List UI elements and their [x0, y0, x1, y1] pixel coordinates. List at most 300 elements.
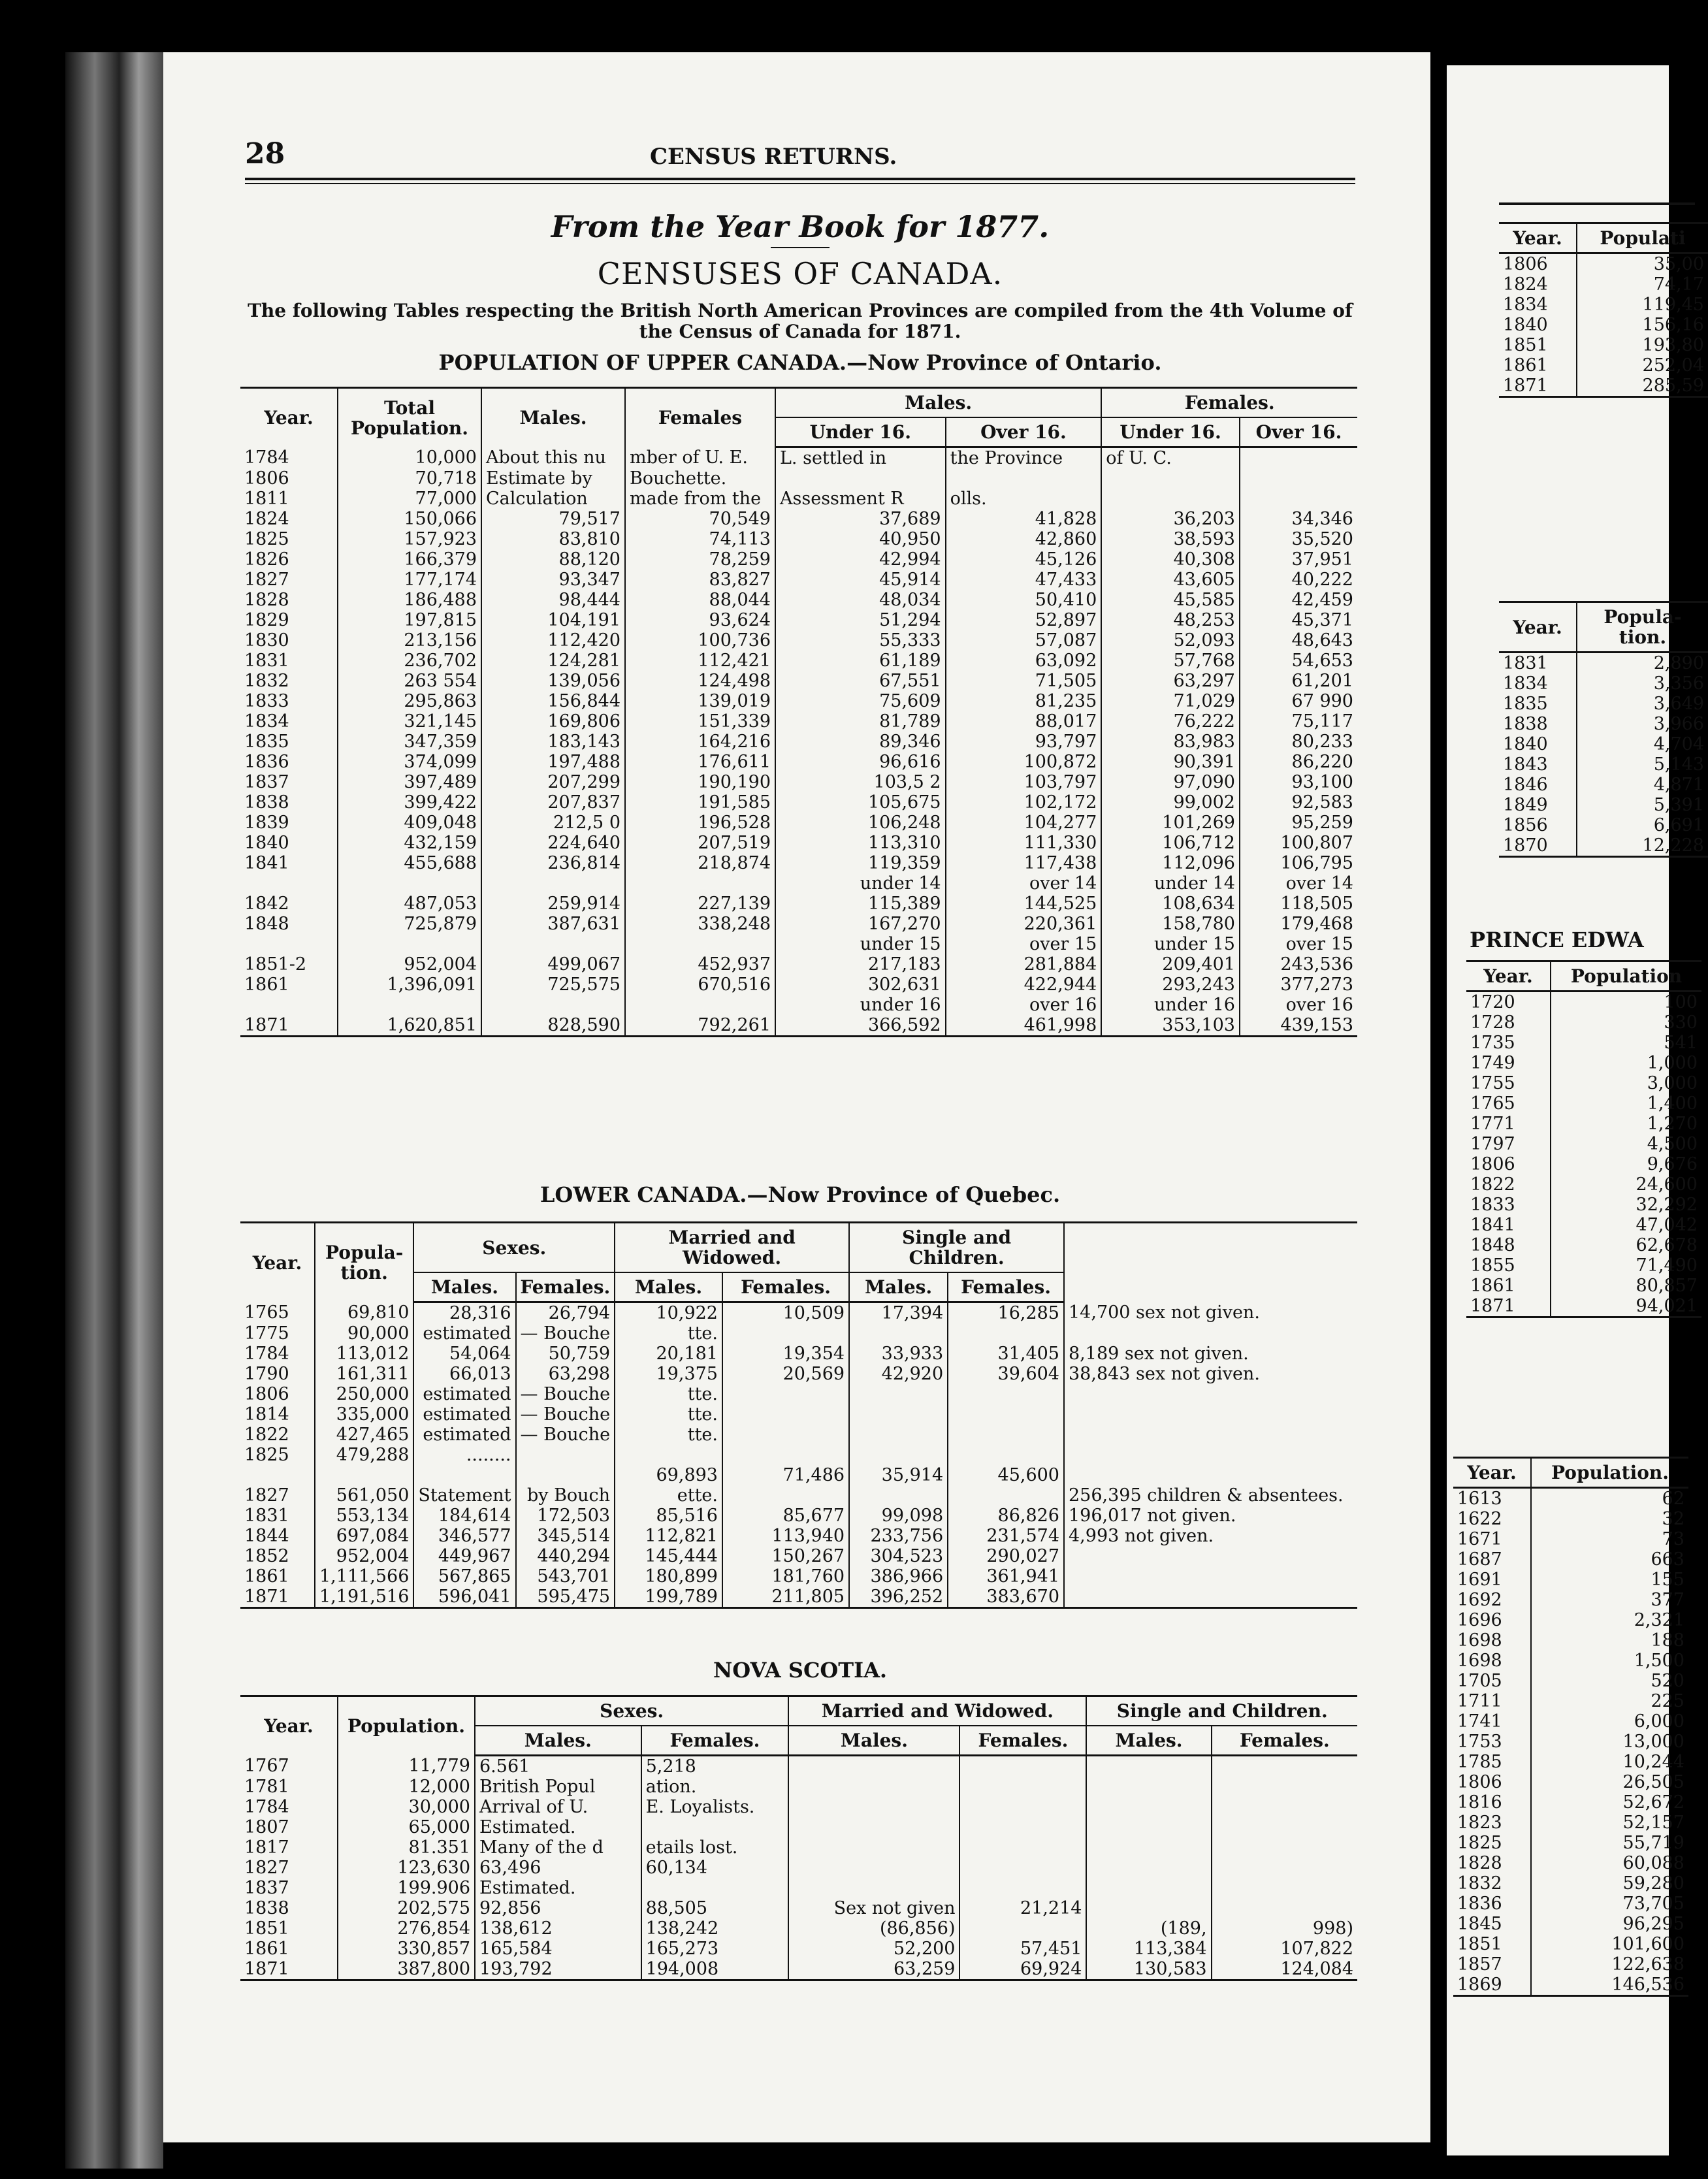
table-row — [1453, 1488, 1688, 1509]
table-row — [1499, 714, 1708, 734]
table-cell: 184,614 — [413, 1506, 515, 1526]
table-cell: 499,067 — [481, 954, 625, 975]
table-row — [1499, 335, 1708, 355]
col-single-females: Females. — [948, 1272, 1064, 1302]
table-cell: (189, — [1086, 1918, 1211, 1939]
col-year: Year. — [240, 1223, 315, 1302]
table-cell: 113,384 — [1086, 1939, 1211, 1959]
table-row — [240, 529, 1357, 549]
table-cell: 1861 — [244, 1939, 289, 1959]
table-cell — [1086, 1837, 1211, 1858]
table-cell: 45,126 — [946, 549, 1102, 570]
table-cell: 281,884 — [946, 954, 1102, 975]
table-cell: 80,233 — [1240, 732, 1357, 752]
table-row — [1499, 653, 1708, 674]
table-cell: 151,339 — [625, 711, 775, 732]
table-cell: 74,113 — [625, 529, 775, 549]
table-cell: 207,519 — [625, 833, 775, 853]
table-cell: 122,638 — [1531, 1954, 1688, 1975]
table-row — [1499, 694, 1708, 714]
table-cell: 520 — [1531, 1671, 1688, 1691]
table-cell: estimated — [413, 1323, 515, 1344]
table-cell: 17,394 — [849, 1302, 948, 1324]
table-cell: 40,308 — [1101, 549, 1240, 570]
table-cell: 165,584 — [475, 1939, 641, 1959]
table-cell: 595,475 — [516, 1587, 615, 1608]
table-cell: 194,008 — [641, 1959, 789, 1980]
table-cell: 1806 — [244, 468, 289, 489]
table-cell: 1825 — [1457, 1833, 1502, 1853]
table-row — [240, 1837, 1357, 1858]
table-cell: 47,042 — [1551, 1215, 1701, 1235]
table-cell: 196,528 — [625, 813, 775, 833]
table-cell: 124,498 — [625, 671, 775, 691]
table-row — [1466, 1195, 1701, 1215]
table-cell — [849, 1445, 948, 1465]
table-cell: 1828 — [244, 590, 289, 610]
table-cell: 1852 — [244, 1546, 289, 1566]
table-cell: over 15 — [1240, 934, 1357, 954]
table-row — [240, 995, 1357, 1015]
table-cell: 88,120 — [481, 549, 625, 570]
main-title: CENSUSES OF CANADA. — [597, 256, 1003, 291]
table-row — [240, 1364, 1357, 1384]
table-cell: 80,857 — [1551, 1276, 1701, 1296]
table-row — [240, 711, 1357, 732]
table-row — [240, 1323, 1357, 1344]
table-cell: 252,04 — [1577, 355, 1708, 376]
table-cell: 67,551 — [775, 671, 946, 691]
table-cell: 1824 — [244, 509, 289, 529]
table-cell: 1735 — [1470, 1033, 1515, 1053]
table-cell — [722, 1445, 849, 1465]
table-cell: 52,897 — [946, 610, 1102, 630]
table-cell: 1848 — [244, 914, 289, 934]
col-married-males: Males. — [615, 1272, 722, 1302]
table-row — [240, 671, 1357, 691]
table-cell: 3,966 — [1577, 714, 1708, 734]
table-cell: 21,214 — [959, 1898, 1086, 1918]
table-cell: 12,228 — [1577, 835, 1708, 857]
table-cell: 231,574 — [948, 1526, 1064, 1546]
table-cell — [1064, 1425, 1357, 1445]
table-cell: 52,157 — [1531, 1813, 1688, 1833]
table-cell: 73,705 — [1531, 1894, 1688, 1914]
table-cell: — Bouche — [516, 1323, 615, 1344]
table-row — [240, 873, 1357, 894]
table-cell: 138,242 — [641, 1918, 789, 1939]
table-cell — [315, 1465, 413, 1485]
table-row — [240, 549, 1357, 570]
book-spine — [65, 52, 163, 2169]
table-cell: made from the — [625, 489, 775, 509]
table-cell — [1086, 1878, 1211, 1898]
table-cell: (86,856) — [788, 1918, 959, 1939]
table-cell — [1240, 468, 1357, 489]
table-cell — [722, 1425, 849, 1445]
table-row — [1453, 1651, 1688, 1671]
table-row — [1499, 376, 1708, 397]
table-cell: 37,689 — [775, 509, 946, 529]
table-cell — [948, 1404, 1064, 1425]
table-cell: estimated — [413, 1404, 515, 1425]
table-cell: 138,612 — [475, 1918, 641, 1939]
table-cell — [625, 873, 775, 894]
table-cell: 43,605 — [1101, 570, 1240, 590]
table-cell: 186,488 — [338, 590, 481, 610]
table-cell: under 14 — [775, 873, 946, 894]
table-cell: 118,505 — [1240, 894, 1357, 914]
table-row — [1499, 754, 1708, 775]
table-row — [240, 752, 1357, 772]
table-cell: 213,156 — [338, 630, 481, 651]
table-cell: 81,235 — [946, 691, 1102, 711]
table-cell — [1086, 1858, 1211, 1878]
table-cell: the Province — [946, 447, 1102, 469]
table-cell — [946, 468, 1102, 489]
table-cell: 96,295 — [1531, 1914, 1688, 1934]
head-rule-thin — [245, 183, 1355, 184]
table-cell: 26,505 — [1531, 1772, 1688, 1792]
table-cell: 1784 — [244, 1344, 289, 1364]
title-divider — [771, 247, 830, 248]
table-row — [1499, 253, 1708, 275]
table-cell: 19,354 — [722, 1344, 849, 1364]
table-cell: 1827 — [244, 1485, 289, 1506]
table-row — [240, 1898, 1357, 1918]
table-cell — [1086, 1756, 1211, 1777]
table-cell: 107,822 — [1212, 1939, 1357, 1959]
table-cell: 35,00 — [1577, 253, 1708, 275]
table-cell: 83,827 — [625, 570, 775, 590]
table-cell: 16,285 — [948, 1302, 1064, 1324]
table-cell: 63,297 — [1101, 671, 1240, 691]
table-cell: 1822 — [1470, 1174, 1515, 1195]
group-males: Males. — [775, 388, 1101, 418]
table-cell: 1845 — [1457, 1914, 1502, 1934]
table-cell: 1767 — [244, 1755, 289, 1776]
table-cell: 78,259 — [625, 549, 775, 570]
table-cell: 1834 — [1503, 295, 1548, 315]
table-cell: 157,923 — [338, 529, 481, 549]
col-sexes-males: Males. — [413, 1272, 515, 1302]
table-cell: olls. — [946, 489, 1102, 509]
table-cell: 197,815 — [338, 610, 481, 630]
table-cell: 104,277 — [946, 813, 1102, 833]
table-cell: 103,797 — [946, 772, 1102, 792]
col-population: Population — [1551, 961, 1701, 992]
table-cell: — Bouche — [516, 1404, 615, 1425]
table-cell — [959, 1777, 1086, 1797]
table-cell: 57,451 — [959, 1939, 1086, 1959]
table-cell: 75,117 — [1240, 711, 1357, 732]
table-row — [240, 489, 1357, 509]
table-row — [1466, 1053, 1701, 1073]
table-cell — [1212, 1756, 1357, 1777]
table-cell: 1622 — [1457, 1509, 1502, 1529]
table-cell: 54,064 — [413, 1344, 515, 1364]
table-cell: 81,789 — [775, 711, 946, 732]
table-cell: 5,391 — [1577, 795, 1708, 815]
table-cell: 1861 — [1470, 1276, 1515, 1296]
table-cell: 119,45 — [1577, 295, 1708, 315]
table-cell: 1851 — [1457, 1934, 1502, 1954]
table-cell: 33,933 — [849, 1344, 948, 1364]
table-row — [240, 1465, 1357, 1485]
right-head-rule — [1499, 202, 1695, 205]
table-cell: 1784 — [244, 447, 289, 468]
nova-scotia-table — [240, 1695, 1357, 1981]
table-cell: 156,844 — [481, 691, 625, 711]
table-cell: 1855 — [1470, 1255, 1515, 1276]
table-cell — [338, 873, 481, 894]
table-row — [1453, 1772, 1688, 1792]
table-cell: 1837 — [244, 772, 289, 792]
table-cell: 1825 — [244, 1445, 289, 1465]
table-row — [1453, 1873, 1688, 1894]
table-cell: 36,203 — [1101, 509, 1240, 529]
table-cell: 183,143 — [481, 732, 625, 752]
table-cell: 41,828 — [946, 509, 1102, 529]
table-row — [1466, 1114, 1701, 1134]
table-cell: 1822 — [244, 1425, 289, 1445]
table-cell: under 15 — [1101, 934, 1240, 954]
table-cell: Calculation — [481, 489, 625, 509]
table-cell: 212,5 0 — [481, 813, 625, 833]
table-cell: 102,172 — [946, 792, 1102, 813]
table-cell: 67 990 — [1240, 691, 1357, 711]
running-head: CENSUS RETURNS. — [650, 144, 897, 170]
table-cell: 193,80 — [1577, 335, 1708, 355]
table-cell: 725,879 — [338, 914, 481, 934]
col-population: Popula- tion. — [315, 1223, 413, 1302]
table-cell — [788, 1858, 959, 1878]
table-cell — [788, 1878, 959, 1898]
table-cell — [959, 1918, 1086, 1939]
table-cell: 97,090 — [1101, 772, 1240, 792]
table-cell: 243,536 — [1240, 954, 1357, 975]
table-cell: 1857 — [1457, 1954, 1502, 1975]
table-cell: Statement — [413, 1485, 515, 1506]
table-cell: 1840 — [244, 833, 289, 853]
table-cell: 106,712 — [1101, 833, 1240, 853]
table-cell: mber of U. E. — [625, 447, 775, 469]
table-cell — [849, 1323, 948, 1344]
table-row — [240, 732, 1357, 752]
table-row — [1466, 1093, 1701, 1114]
table-cell: 66,013 — [413, 1364, 515, 1384]
table-cell: 1831 — [244, 1506, 289, 1526]
table-cell — [788, 1797, 959, 1817]
table-cell: 409,048 — [338, 813, 481, 833]
table-cell: L. settled in — [775, 447, 946, 469]
table-cell: 155 — [1531, 1570, 1688, 1590]
right-table-4 — [1453, 1457, 1688, 1997]
table-row — [240, 468, 1357, 489]
table-cell: 98,444 — [481, 590, 625, 610]
table-cell: 792,261 — [625, 1015, 775, 1037]
table-cell — [1086, 1797, 1211, 1817]
table-cell: 3,000 — [1551, 1073, 1701, 1093]
table-cell: 302,631 — [775, 975, 946, 995]
table-row — [240, 1797, 1357, 1817]
col-married-males: Males. — [788, 1726, 959, 1756]
col-remarks — [1064, 1223, 1357, 1302]
table-cell: 335,000 — [315, 1404, 413, 1425]
table-cell: 1871 — [1466, 1296, 1551, 1317]
table-cell: 1843 — [1503, 754, 1548, 775]
table-row — [1499, 795, 1708, 815]
table-cell: 1861 — [1503, 355, 1548, 376]
table-cell: 37,951 — [1240, 549, 1357, 570]
table-cell: 48,643 — [1240, 630, 1357, 651]
table-row — [1466, 1296, 1701, 1317]
col-sexes-females: Females. — [641, 1726, 789, 1756]
table-cell: of U. C. — [1101, 447, 1240, 469]
table-cell: 172,503 — [516, 1506, 615, 1526]
table-cell: 10,000 — [338, 447, 481, 469]
table-cell — [959, 1858, 1086, 1878]
table-cell: 139,056 — [481, 671, 625, 691]
table-cell: 59,280 — [1531, 1873, 1688, 1894]
table-cell: 48,253 — [1101, 610, 1240, 630]
table-cell: 1698 — [1457, 1651, 1502, 1671]
upper-canada-table — [240, 387, 1357, 1037]
table-row — [1466, 992, 1701, 1013]
table-cell: 54,653 — [1240, 651, 1357, 671]
table-cell — [481, 873, 625, 894]
table-cell — [849, 1485, 948, 1506]
table-row — [1453, 1732, 1688, 1752]
table-cell — [1064, 1323, 1357, 1344]
table-cell: 69,924 — [959, 1959, 1086, 1980]
table-row — [1466, 1215, 1701, 1235]
table-row — [1453, 1529, 1688, 1549]
table-cell: 1753 — [1457, 1732, 1502, 1752]
table-row — [240, 1858, 1357, 1878]
table-cell: Arrival of U. — [475, 1797, 641, 1817]
table-cell: 130,583 — [1086, 1959, 1211, 1980]
table-cell: 218,874 — [625, 853, 775, 873]
table-row — [240, 833, 1357, 853]
table-cell: ette. — [615, 1485, 722, 1506]
right-table-3 — [1466, 960, 1701, 1318]
table-cell: 70,549 — [625, 509, 775, 529]
table-cell: 1806 — [1457, 1772, 1502, 1792]
table-cell: 166,379 — [338, 549, 481, 570]
table-cell: 35,914 — [849, 1465, 948, 1485]
table-cell: 1824 — [1503, 274, 1548, 295]
table-cell: 263 554 — [338, 671, 481, 691]
table-cell: 20,181 — [615, 1344, 722, 1364]
table-cell: 188 — [1531, 1630, 1688, 1651]
table-cell: 952,004 — [338, 954, 481, 975]
table-cell: 42,920 — [849, 1364, 948, 1384]
table-cell: 1851-2 — [244, 954, 307, 975]
table-cell: 105,675 — [775, 792, 946, 813]
table-cell: 101,600 — [1531, 1934, 1688, 1954]
table-cell: 233,756 — [849, 1526, 948, 1546]
table-cell: 38,843 sex not given. — [1064, 1364, 1357, 1384]
col-males: Males. — [481, 388, 625, 447]
table-cell: Estimated. — [475, 1817, 641, 1837]
table-cell: 1,111,566 — [315, 1566, 413, 1587]
table-cell — [722, 1384, 849, 1404]
table-cell: 112,821 — [615, 1526, 722, 1546]
table-cell: 207,837 — [481, 792, 625, 813]
table-cell: 123,630 — [338, 1858, 475, 1878]
table-cell: 55,333 — [775, 630, 946, 651]
table-cell: 1870 — [1499, 835, 1577, 857]
right-table-2 — [1499, 601, 1708, 858]
table-cell — [481, 995, 625, 1015]
table-cell: 1,396,091 — [338, 975, 481, 995]
table-cell — [413, 1465, 515, 1485]
table-cell: 353,103 — [1101, 1015, 1240, 1037]
table-row — [240, 610, 1357, 630]
table-cell: 1705 — [1457, 1671, 1502, 1691]
table-cell: 145,444 — [615, 1546, 722, 1566]
table-cell: 81.351 — [338, 1837, 475, 1858]
table-cell — [959, 1837, 1086, 1858]
table-cell: Bouchette. — [625, 468, 775, 489]
table-cell: 92,856 — [475, 1898, 641, 1918]
table-cell: 1,620,851 — [338, 1015, 481, 1037]
table-cell: 1823 — [1457, 1813, 1502, 1833]
table-cell — [1212, 1797, 1357, 1817]
table-cell: 207,299 — [481, 772, 625, 792]
table-cell: 90,391 — [1101, 752, 1240, 772]
table-cell — [338, 934, 481, 954]
table-cell: 1836 — [244, 752, 289, 772]
table-cell — [1240, 489, 1357, 509]
col-married-females: Females. — [722, 1272, 849, 1302]
table-cell — [849, 1384, 948, 1404]
table-cell: 211,805 — [722, 1587, 849, 1608]
table-cell: under 16 — [775, 995, 946, 1015]
prince-edward-title: PRINCE EDWA — [1470, 928, 1644, 952]
table-cell: 1840 — [1503, 315, 1548, 335]
col-population: Populati — [1577, 223, 1708, 253]
group-married-widowed: Married and Widowed. — [788, 1696, 1086, 1726]
table-row — [1499, 835, 1708, 857]
table-cell: 10,922 — [615, 1302, 722, 1324]
table-cell — [849, 1425, 948, 1445]
table-cell: 103,5 2 — [775, 772, 946, 792]
table-cell: 1771 — [1470, 1114, 1515, 1134]
table-cell: 276,854 — [338, 1918, 475, 1939]
table-row — [240, 813, 1357, 833]
table-row — [1499, 355, 1708, 376]
col-females: Females — [625, 388, 775, 447]
table-cell: 34,346 — [1240, 509, 1357, 529]
table-row — [1453, 1792, 1688, 1813]
table-cell — [1064, 1445, 1357, 1465]
table-row — [240, 975, 1357, 995]
table-cell — [240, 995, 338, 1015]
table-cell: 1816 — [1457, 1792, 1502, 1813]
table-row — [240, 1939, 1357, 1959]
table-cell: 50,759 — [516, 1344, 615, 1364]
table-cell: 227,139 — [625, 894, 775, 914]
table-cell — [516, 1465, 615, 1485]
table-cell: 101,269 — [1101, 813, 1240, 833]
table-cell: 90,000 — [315, 1323, 413, 1344]
table-cell: 1851 — [244, 1918, 289, 1939]
table-row — [1466, 1235, 1701, 1255]
table-cell — [1101, 468, 1240, 489]
col-single-females: Females. — [1212, 1726, 1357, 1756]
